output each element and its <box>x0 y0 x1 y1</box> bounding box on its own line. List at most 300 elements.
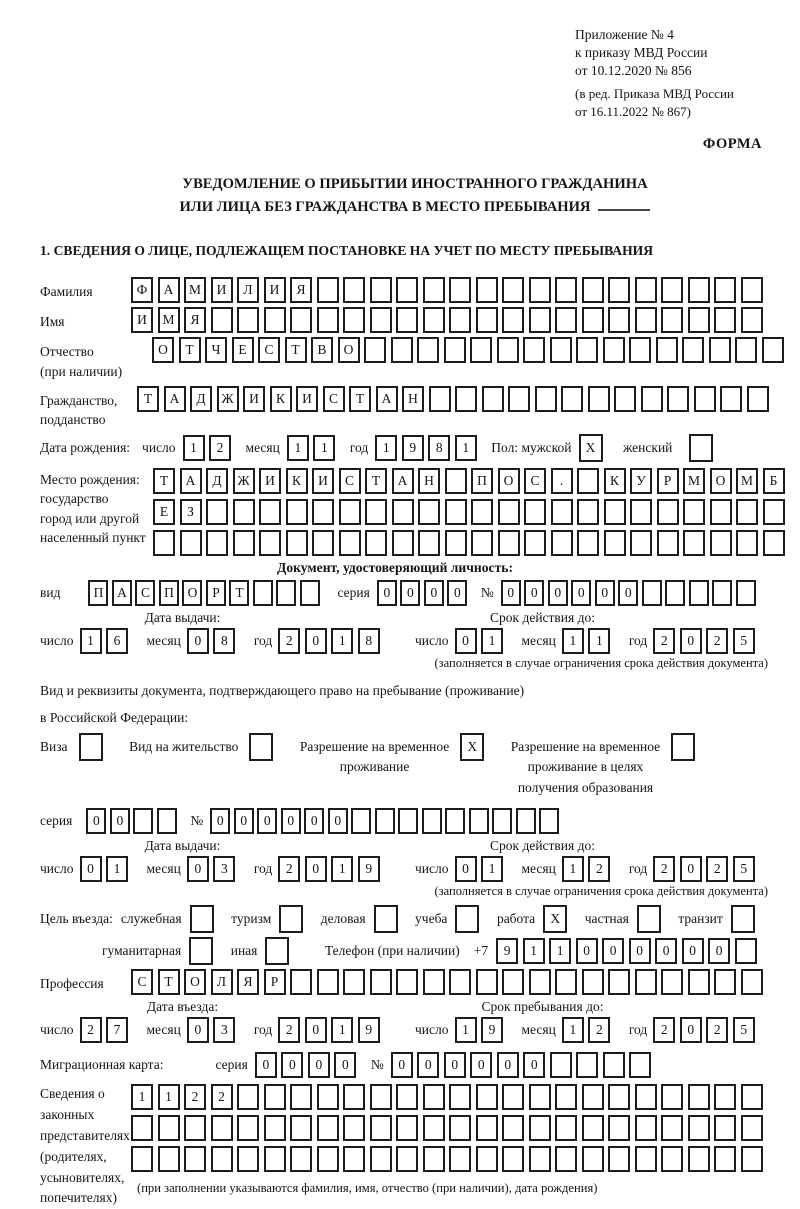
char-cell[interactable] <box>561 386 583 412</box>
char-cell[interactable]: 0 <box>595 580 615 606</box>
char-cell[interactable]: 2 <box>588 1017 610 1043</box>
char-cell[interactable] <box>604 499 626 525</box>
char-cell[interactable]: 1 <box>183 435 205 461</box>
char-cell[interactable] <box>577 468 599 494</box>
char-cell[interactable] <box>502 307 524 333</box>
char-cell[interactable]: К <box>286 468 308 494</box>
char-cell[interactable] <box>635 969 657 995</box>
char-cell[interactable] <box>712 580 732 606</box>
char-cell[interactable]: 0 <box>377 580 397 606</box>
char-cell[interactable] <box>492 808 512 834</box>
char-cell[interactable]: 6 <box>106 628 128 654</box>
char-cell[interactable] <box>343 1084 365 1110</box>
char-cell[interactable] <box>603 1052 625 1078</box>
char-cell[interactable]: М <box>184 277 206 303</box>
char-cell[interactable] <box>603 337 625 363</box>
char-cell[interactable] <box>370 1084 392 1110</box>
char-cell[interactable] <box>396 277 418 303</box>
char-cell[interactable] <box>392 530 414 556</box>
char-cell[interactable]: 0 <box>187 1017 209 1043</box>
char-cell[interactable]: 1 <box>562 1017 584 1043</box>
char-cell[interactable] <box>502 1084 524 1110</box>
char-cell[interactable]: 9 <box>358 1017 380 1043</box>
purpose-other-checkbox[interactable] <box>265 937 289 965</box>
char-cell[interactable] <box>657 530 679 556</box>
char-cell[interactable]: 0 <box>80 856 102 882</box>
char-cell[interactable]: . <box>551 468 573 494</box>
char-cell[interactable]: 1 <box>80 628 102 654</box>
char-cell[interactable]: 0 <box>523 1052 545 1078</box>
purpose-study-checkbox[interactable] <box>455 905 479 933</box>
char-cell[interactable] <box>714 307 736 333</box>
char-cell[interactable]: С <box>524 468 546 494</box>
char-cell[interactable] <box>555 969 577 995</box>
char-cell[interactable] <box>264 1084 286 1110</box>
char-cell[interactable]: 0 <box>391 1052 413 1078</box>
char-cell[interactable] <box>396 307 418 333</box>
char-cell[interactable] <box>714 1084 736 1110</box>
char-cell[interactable] <box>429 386 451 412</box>
char-cell[interactable]: 0 <box>524 580 544 606</box>
char-cell[interactable]: 1 <box>131 1084 153 1110</box>
char-cell[interactable]: С <box>131 969 153 995</box>
char-cell[interactable] <box>608 1115 630 1141</box>
char-cell[interactable] <box>608 1146 630 1172</box>
char-cell[interactable] <box>555 1115 577 1141</box>
char-cell[interactable] <box>635 1115 657 1141</box>
char-cell[interactable] <box>747 386 769 412</box>
char-cell[interactable] <box>290 1115 312 1141</box>
char-cell[interactable]: 1 <box>331 628 353 654</box>
char-cell[interactable] <box>550 337 572 363</box>
char-cell[interactable]: О <box>338 337 360 363</box>
char-cell[interactable]: И <box>243 386 265 412</box>
char-cell[interactable]: 0 <box>308 1052 330 1078</box>
char-cell[interactable]: Р <box>206 580 226 606</box>
char-cell[interactable] <box>290 1084 312 1110</box>
char-cell[interactable] <box>608 969 630 995</box>
char-cell[interactable] <box>423 307 445 333</box>
char-cell[interactable] <box>688 1084 710 1110</box>
char-cell[interactable] <box>508 386 530 412</box>
sex-male-checkbox[interactable]: X <box>579 434 603 462</box>
char-cell[interactable]: Ж <box>217 386 239 412</box>
char-cell[interactable]: 2 <box>653 856 675 882</box>
char-cell[interactable] <box>237 1146 259 1172</box>
char-cell[interactable]: Р <box>657 468 679 494</box>
char-cell[interactable] <box>418 499 440 525</box>
char-cell[interactable]: К <box>604 468 626 494</box>
char-cell[interactable] <box>762 337 784 363</box>
char-cell[interactable] <box>375 808 395 834</box>
char-cell[interactable] <box>290 307 312 333</box>
purpose-business-checkbox[interactable] <box>374 905 398 933</box>
char-cell[interactable]: А <box>392 468 414 494</box>
char-cell[interactable] <box>370 307 392 333</box>
char-cell[interactable] <box>555 1146 577 1172</box>
char-cell[interactable] <box>343 969 365 995</box>
char-cell[interactable] <box>577 530 599 556</box>
char-cell[interactable] <box>455 386 477 412</box>
char-cell[interactable] <box>131 1146 153 1172</box>
char-cell[interactable] <box>629 337 651 363</box>
char-cell[interactable] <box>604 530 626 556</box>
char-cell[interactable]: 0 <box>187 856 209 882</box>
char-cell[interactable] <box>157 808 177 834</box>
char-cell[interactable]: Н <box>418 468 440 494</box>
char-cell[interactable] <box>688 307 710 333</box>
char-cell[interactable]: 2 <box>278 856 300 882</box>
char-cell[interactable]: 0 <box>618 580 638 606</box>
char-cell[interactable]: 0 <box>548 580 568 606</box>
char-cell[interactable] <box>264 307 286 333</box>
char-cell[interactable] <box>471 530 493 556</box>
char-cell[interactable]: Д <box>190 386 212 412</box>
char-cell[interactable]: 0 <box>708 938 730 964</box>
char-cell[interactable] <box>688 1146 710 1172</box>
char-cell[interactable] <box>396 1084 418 1110</box>
char-cell[interactable]: 0 <box>655 938 677 964</box>
char-cell[interactable] <box>682 337 704 363</box>
char-cell[interactable]: Т <box>153 468 175 494</box>
char-cell[interactable] <box>317 1084 339 1110</box>
char-cell[interactable] <box>582 1084 604 1110</box>
char-cell[interactable]: 0 <box>455 856 477 882</box>
char-cell[interactable] <box>714 969 736 995</box>
char-cell[interactable] <box>476 307 498 333</box>
char-cell[interactable] <box>276 580 296 606</box>
char-cell[interactable]: С <box>258 337 280 363</box>
char-cell[interactable] <box>470 337 492 363</box>
char-cell[interactable]: 0 <box>255 1052 277 1078</box>
char-cell[interactable] <box>608 277 630 303</box>
char-cell[interactable]: 0 <box>417 1052 439 1078</box>
char-cell[interactable]: М <box>683 468 705 494</box>
char-cell[interactable] <box>449 1084 471 1110</box>
char-cell[interactable]: 1 <box>455 435 477 461</box>
char-cell[interactable] <box>476 277 498 303</box>
char-cell[interactable]: Т <box>158 969 180 995</box>
char-cell[interactable] <box>482 386 504 412</box>
option-temp-residence-checkbox[interactable]: X <box>460 733 484 761</box>
char-cell[interactable]: 0 <box>470 1052 492 1078</box>
char-cell[interactable] <box>370 1115 392 1141</box>
char-cell[interactable] <box>516 808 536 834</box>
char-cell[interactable]: 2 <box>278 628 300 654</box>
char-cell[interactable]: 8 <box>428 435 450 461</box>
char-cell[interactable]: 0 <box>234 808 254 834</box>
char-cell[interactable] <box>529 1084 551 1110</box>
char-cell[interactable] <box>635 1084 657 1110</box>
char-cell[interactable] <box>423 1146 445 1172</box>
char-cell[interactable]: 1 <box>331 1017 353 1043</box>
char-cell[interactable] <box>710 499 732 525</box>
char-cell[interactable]: Р <box>264 969 286 995</box>
char-cell[interactable] <box>535 386 557 412</box>
char-cell[interactable]: И <box>312 468 334 494</box>
char-cell[interactable] <box>264 1146 286 1172</box>
char-cell[interactable] <box>635 1146 657 1172</box>
char-cell[interactable]: И <box>211 277 233 303</box>
char-cell[interactable] <box>736 530 758 556</box>
char-cell[interactable]: 5 <box>733 1017 755 1043</box>
char-cell[interactable]: В <box>311 337 333 363</box>
char-cell[interactable] <box>392 499 414 525</box>
char-cell[interactable] <box>714 1146 736 1172</box>
char-cell[interactable]: 9 <box>481 1017 503 1043</box>
char-cell[interactable]: 1 <box>549 938 571 964</box>
char-cell[interactable]: 1 <box>455 1017 477 1043</box>
char-cell[interactable]: 0 <box>210 808 230 834</box>
char-cell[interactable]: 1 <box>562 628 584 654</box>
char-cell[interactable]: Н <box>402 386 424 412</box>
char-cell[interactable] <box>736 580 756 606</box>
char-cell[interactable] <box>317 1115 339 1141</box>
char-cell[interactable]: 7 <box>106 1017 128 1043</box>
char-cell[interactable] <box>642 580 662 606</box>
char-cell[interactable]: И <box>264 277 286 303</box>
char-cell[interactable] <box>476 1146 498 1172</box>
char-cell[interactable]: 1 <box>287 435 309 461</box>
char-cell[interactable] <box>498 530 520 556</box>
char-cell[interactable]: 0 <box>602 938 624 964</box>
char-cell[interactable] <box>741 1146 763 1172</box>
char-cell[interactable] <box>502 277 524 303</box>
char-cell[interactable] <box>365 499 387 525</box>
char-cell[interactable] <box>688 1115 710 1141</box>
char-cell[interactable]: 0 <box>455 628 477 654</box>
char-cell[interactable]: 0 <box>187 628 209 654</box>
char-cell[interactable] <box>158 1146 180 1172</box>
char-cell[interactable]: А <box>180 468 202 494</box>
char-cell[interactable] <box>741 969 763 995</box>
char-cell[interactable] <box>290 969 312 995</box>
char-cell[interactable] <box>694 386 716 412</box>
char-cell[interactable]: 8 <box>213 628 235 654</box>
char-cell[interactable] <box>259 499 281 525</box>
char-cell[interactable] <box>720 386 742 412</box>
char-cell[interactable] <box>741 1115 763 1141</box>
char-cell[interactable]: 0 <box>281 1052 303 1078</box>
char-cell[interactable]: 0 <box>680 1017 702 1043</box>
char-cell[interactable]: 9 <box>496 938 518 964</box>
char-cell[interactable]: 0 <box>680 628 702 654</box>
char-cell[interactable] <box>449 1146 471 1172</box>
char-cell[interactable] <box>423 969 445 995</box>
char-cell[interactable] <box>398 808 418 834</box>
char-cell[interactable]: 0 <box>328 808 348 834</box>
char-cell[interactable]: 2 <box>706 856 728 882</box>
char-cell[interactable] <box>667 386 689 412</box>
purpose-work-checkbox[interactable]: X <box>543 905 567 933</box>
char-cell[interactable] <box>635 277 657 303</box>
option-temp-residence-edu-checkbox[interactable] <box>671 733 695 761</box>
char-cell[interactable] <box>498 499 520 525</box>
char-cell[interactable]: 0 <box>444 1052 466 1078</box>
char-cell[interactable] <box>529 307 551 333</box>
char-cell[interactable] <box>211 1146 233 1172</box>
char-cell[interactable]: 0 <box>305 856 327 882</box>
char-cell[interactable] <box>391 337 413 363</box>
char-cell[interactable] <box>180 530 202 556</box>
char-cell[interactable] <box>550 1052 572 1078</box>
char-cell[interactable] <box>312 530 334 556</box>
char-cell[interactable] <box>237 307 259 333</box>
char-cell[interactable]: Е <box>153 499 175 525</box>
char-cell[interactable]: 0 <box>629 938 651 964</box>
char-cell[interactable] <box>264 1115 286 1141</box>
char-cell[interactable] <box>630 530 652 556</box>
char-cell[interactable]: Т <box>229 580 249 606</box>
char-cell[interactable]: 9 <box>402 435 424 461</box>
char-cell[interactable] <box>471 499 493 525</box>
char-cell[interactable]: 1 <box>375 435 397 461</box>
char-cell[interactable] <box>449 277 471 303</box>
char-cell[interactable] <box>184 1146 206 1172</box>
char-cell[interactable]: 0 <box>682 938 704 964</box>
char-cell[interactable] <box>735 938 757 964</box>
char-cell[interactable] <box>449 1115 471 1141</box>
char-cell[interactable] <box>317 969 339 995</box>
char-cell[interactable]: 2 <box>653 1017 675 1043</box>
char-cell[interactable]: 0 <box>497 1052 519 1078</box>
char-cell[interactable] <box>502 1146 524 1172</box>
char-cell[interactable]: М <box>158 307 180 333</box>
char-cell[interactable]: 1 <box>481 856 503 882</box>
char-cell[interactable] <box>641 386 663 412</box>
char-cell[interactable]: 0 <box>571 580 591 606</box>
char-cell[interactable] <box>551 530 573 556</box>
char-cell[interactable]: Т <box>365 468 387 494</box>
char-cell[interactable]: З <box>180 499 202 525</box>
char-cell[interactable] <box>286 499 308 525</box>
char-cell[interactable]: 0 <box>86 808 106 834</box>
char-cell[interactable]: 3 <box>213 856 235 882</box>
char-cell[interactable] <box>476 969 498 995</box>
char-cell[interactable] <box>365 530 387 556</box>
char-cell[interactable] <box>661 1115 683 1141</box>
char-cell[interactable] <box>741 307 763 333</box>
char-cell[interactable] <box>351 808 371 834</box>
char-cell[interactable] <box>523 337 545 363</box>
char-cell[interactable] <box>529 277 551 303</box>
char-cell[interactable] <box>286 530 308 556</box>
char-cell[interactable]: 0 <box>304 808 324 834</box>
char-cell[interactable] <box>665 580 685 606</box>
char-cell[interactable] <box>741 1084 763 1110</box>
char-cell[interactable] <box>582 277 604 303</box>
char-cell[interactable]: 2 <box>653 628 675 654</box>
char-cell[interactable] <box>582 1146 604 1172</box>
char-cell[interactable]: 5 <box>733 856 755 882</box>
char-cell[interactable] <box>688 277 710 303</box>
char-cell[interactable]: Т <box>349 386 371 412</box>
char-cell[interactable]: Б <box>763 468 785 494</box>
char-cell[interactable] <box>576 1052 598 1078</box>
char-cell[interactable] <box>237 1084 259 1110</box>
char-cell[interactable]: 0 <box>501 580 521 606</box>
char-cell[interactable]: 1 <box>106 856 128 882</box>
char-cell[interactable]: П <box>88 580 108 606</box>
char-cell[interactable] <box>714 1115 736 1141</box>
char-cell[interactable] <box>763 530 785 556</box>
char-cell[interactable]: 2 <box>211 1084 233 1110</box>
char-cell[interactable] <box>657 499 679 525</box>
char-cell[interactable]: Л <box>211 969 233 995</box>
char-cell[interactable]: С <box>135 580 155 606</box>
char-cell[interactable] <box>445 530 467 556</box>
char-cell[interactable] <box>551 499 573 525</box>
char-cell[interactable] <box>290 1146 312 1172</box>
char-cell[interactable] <box>529 1115 551 1141</box>
char-cell[interactable]: 2 <box>706 1017 728 1043</box>
char-cell[interactable]: П <box>159 580 179 606</box>
char-cell[interactable] <box>253 580 273 606</box>
purpose-private-checkbox[interactable] <box>637 905 661 933</box>
char-cell[interactable]: 0 <box>334 1052 356 1078</box>
char-cell[interactable]: С <box>323 386 345 412</box>
char-cell[interactable]: И <box>131 307 153 333</box>
char-cell[interactable] <box>736 499 758 525</box>
char-cell[interactable] <box>211 1115 233 1141</box>
char-cell[interactable] <box>576 337 598 363</box>
char-cell[interactable] <box>608 307 630 333</box>
char-cell[interactable]: 8 <box>358 628 380 654</box>
char-cell[interactable] <box>343 277 365 303</box>
char-cell[interactable] <box>683 530 705 556</box>
char-cell[interactable] <box>502 969 524 995</box>
char-cell[interactable] <box>555 1084 577 1110</box>
option-visa-checkbox[interactable] <box>79 733 103 761</box>
char-cell[interactable] <box>476 1084 498 1110</box>
char-cell[interactable]: Я <box>237 969 259 995</box>
char-cell[interactable] <box>339 499 361 525</box>
char-cell[interactable]: У <box>630 468 652 494</box>
char-cell[interactable] <box>417 337 439 363</box>
char-cell[interactable]: О <box>152 337 174 363</box>
char-cell[interactable]: 2 <box>706 628 728 654</box>
purpose-transit-checkbox[interactable] <box>731 905 755 933</box>
char-cell[interactable]: 5 <box>733 628 755 654</box>
char-cell[interactable]: Т <box>179 337 201 363</box>
char-cell[interactable]: 1 <box>481 628 503 654</box>
option-residence-permit-checkbox[interactable] <box>249 733 273 761</box>
char-cell[interactable] <box>423 1115 445 1141</box>
char-cell[interactable]: Я <box>290 277 312 303</box>
purpose-tourism-checkbox[interactable] <box>279 905 303 933</box>
char-cell[interactable] <box>661 969 683 995</box>
char-cell[interactable]: К <box>270 386 292 412</box>
char-cell[interactable] <box>339 530 361 556</box>
char-cell[interactable] <box>577 499 599 525</box>
char-cell[interactable] <box>689 580 709 606</box>
char-cell[interactable]: Д <box>206 468 228 494</box>
char-cell[interactable]: 0 <box>305 1017 327 1043</box>
char-cell[interactable] <box>582 969 604 995</box>
char-cell[interactable] <box>343 1115 365 1141</box>
char-cell[interactable] <box>233 499 255 525</box>
char-cell[interactable] <box>237 1115 259 1141</box>
char-cell[interactable] <box>661 277 683 303</box>
char-cell[interactable] <box>422 808 442 834</box>
char-cell[interactable] <box>449 969 471 995</box>
char-cell[interactable] <box>529 969 551 995</box>
char-cell[interactable]: О <box>184 969 206 995</box>
char-cell[interactable]: Л <box>237 277 259 303</box>
char-cell[interactable] <box>396 1146 418 1172</box>
char-cell[interactable]: 2 <box>209 435 231 461</box>
char-cell[interactable]: Ж <box>233 468 255 494</box>
